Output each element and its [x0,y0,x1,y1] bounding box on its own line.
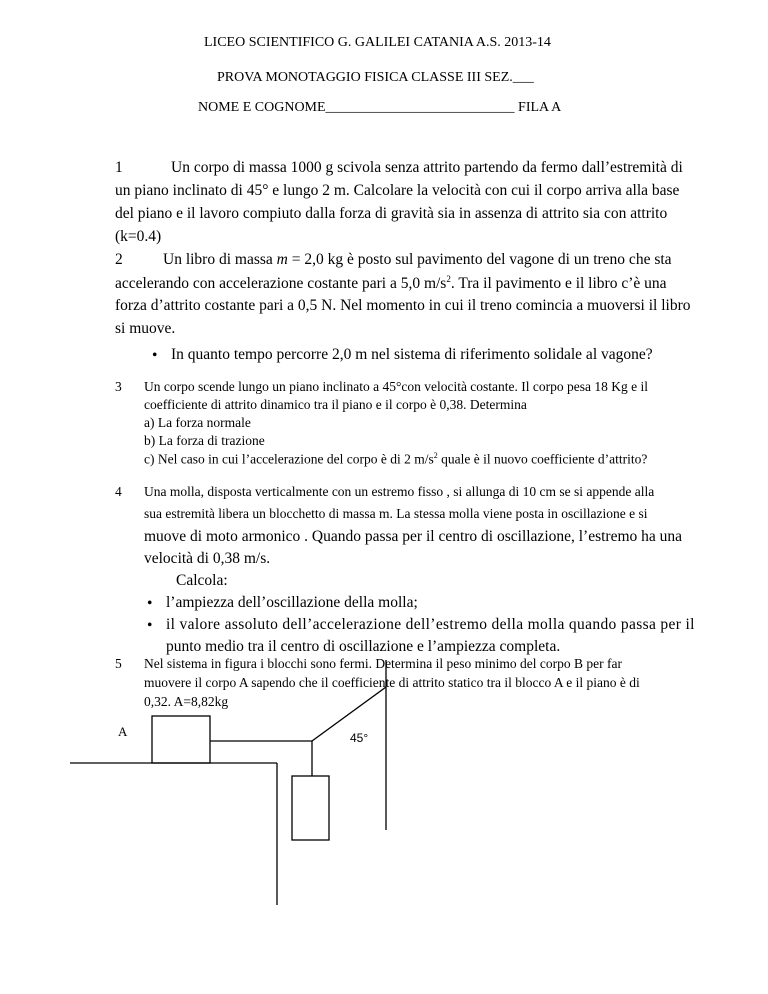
name-line: NOME E COGNOME___________________________ FILA A [198,100,562,115]
problem-text: forza d’attrito costante pari a 0,5 N. Nel momento in cui il treno comincia a muoversi il libro [115,297,691,314]
problem-text: coefficiente di attrito dinamico tra il piano e il corpo è 0,38. Determina [144,397,527,412]
block-b [292,776,329,840]
problem-text: si muove. [115,320,176,337]
block-a [152,716,210,763]
bullet-text: il valore assoluto dell’accelerazione dell’estremo della molla quando passa per il [166,616,695,633]
problem-text: (k=0.4) [115,228,162,245]
bullet-text: punto medio tra il centro di oscillazione e l’ampiezza completa. [166,638,561,655]
problem-text: sua estremità libera un blocchetto di massa m. La stessa molla viene posta in oscillazione e si [144,506,648,521]
problem-number: 4 [115,484,122,499]
list-item: a) La forza normale [144,415,251,430]
problem-text: 0,32. A=8,82kg [144,694,229,709]
problem-text: Calcola: [176,572,228,589]
problem-text: Un corpo di massa 1000 g scivola senza attrito partendo da fermo dall’estremità di [171,159,683,176]
problem-text: Un corpo scende lungo un piano inclinato a 45°con velocità costante. Il corpo pesa 18 Kg e il [144,379,649,394]
angle-label: 45° [350,731,369,745]
problem-text: del piano e il lavoro compiuto dalla forza di gravità sia in assenza di attrito sia con attrito [115,205,668,222]
problem-number: 5 [115,656,122,671]
problem-text: velocità di 0,38 m/s. [144,550,271,567]
bullet-icon: • [147,617,153,634]
bullet-text: In quanto tempo percorre 2,0 m nel sistema di riferimento solidale al vagone? [171,346,653,363]
test-title: PROVA MONOTAGGIO FISICA CLASSE III SEZ.___ [217,70,534,85]
problem-text: Nel sistema in figura i blocchi sono fermi. Determina il peso minimo del corpo B per far [144,656,622,671]
problem-text: Un libro di massa m = 2,0 kg è posto sul pavimento del vagone di un treno che sta [163,251,672,268]
problem-text: muove di moto armonico . Quando passa per il centro di oscillazione, l’estremo ha una [144,528,683,545]
block-a-label: A [118,724,128,739]
problem-text: muovere il corpo A sapendo che il coefficiente di attrito statico tra il blocco A e il piano è di [144,675,640,690]
problem-text: Una molla, disposta verticalmente con un estremo fisso , si allunga di 10 cm se si appende alla [144,484,655,499]
problem-number: 2 [115,251,123,268]
problem-number: 3 [115,379,122,394]
problem-number: 1 [115,159,123,176]
bullet-text: l’ampiezza dell’oscillazione della molla; [166,594,418,611]
list-item: b) La forza di trazione [144,433,265,448]
inclined-rope [312,687,386,741]
list-item: c) Nel caso in cui l’accelerazione del corpo è di 2 $m/s^2$ quale è il nuovo coefficiente d’attrito? [144,451,648,467]
bullet-icon: • [147,595,153,612]
school-header: LICEO SCIENTIFICO G. GALILEI CATANIA A.S. 2013-14 [204,35,551,50]
problem-text: un piano inclinato di 45° e lungo 2 m. Calcolare la velocità con cui il corpo arriva alla base [115,182,680,199]
problem-text: accelerando con accelerazione costante pari a 5,0 $m/s^2$. Tra il pavimento e il libro c’è una [115,274,667,293]
bullet-icon: • [152,347,158,364]
